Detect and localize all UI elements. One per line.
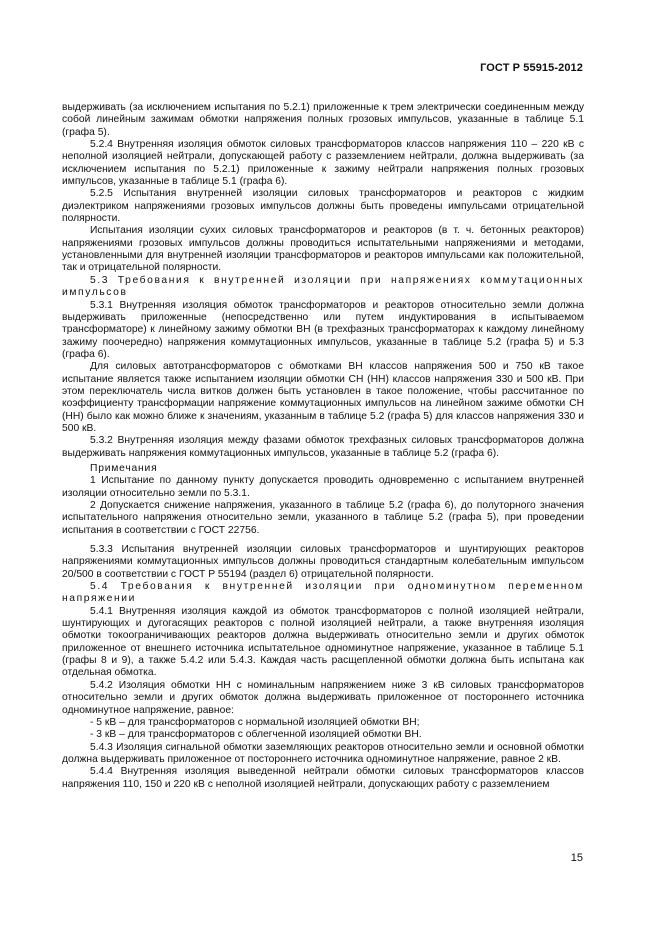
paragraph-p2: 5.2.5 Испытания внутренней изоляции силовых трансформаторов и реакторов с жидким диэлектриком напряжениями грозовых импульсов должны быть проведены импульсами отрицательной полярности. [62, 188, 584, 225]
document-body [62, 102, 584, 791]
paragraph-p0: выдерживать (за исключением испытания по 5.2.1) приложенные к трем электрически соединенным между собой линейным зажимам обмотки напряжения полных грозовых импульсов, указанные в таблице 5.1 (графа 5). [62, 102, 584, 138]
paragraph-p17: 5.4.3 Изоляция сигнальной обмотки заземляющих реакторов относительно земли и основной обмотки должна выдерживать приложенное от постороннего источника одноминутное напряжение, равное 2 кВ. [62, 741, 584, 765]
paragraph-gap [62, 537, 584, 544]
paragraph-p4: 5.3 Требования к внутренней изоляции при напряжениях коммутационных импульсов [62, 274, 584, 299]
paragraph-p8: Примечания [90, 462, 158, 474]
paragraph-p5: 5.3.1 Внутренняя изоляция обмоток трансформаторов и реакторов относительно земли должна выдерживать приложенные (непосредственно или путем индуктирования в испытываемом трансформаторе) к линейному зажиму обмотки ВН (в трехфазных трансформаторах к каждому линейному зажиму поочередно) напряжения коммутационных импульсов, указанные в таблице 5.2 (графа 5) и 5.3 (графа 6). [62, 299, 584, 360]
paragraph-p9: 1 Испытание по данному пункту допускается проводить одновременно с испытанием внутренней изоляции относительно земли по 5.3.1. [62, 475, 584, 499]
document-id-header: ГОСТ Р 55915-2012 [480, 62, 583, 74]
paragraph-p11: 5.3.3 Испытания внутренней изоляции силовых трансформаторов и шунтирующих реакторов напряжениями коммутационных импульсов должны проводиться стандартным колебательным импульсом 20/500 в соответствии с ГОСТ Р 55194 (раздел 6) отрицательной полярности. [62, 544, 584, 580]
paragraph-p6: Для силовых автотрансформаторов с обмотками ВН классов напряжения 500 и 750 кВ такое испытание является также испытанием изоляции обмотки СН (НН) классов напряжения 330 и 500 кВ. При этом переключатель числа витков должен быть установлен в такое положение, чтобы рассчитанное по коэффициенту трансформации напряжение коммутационных импульсов на линейном зажиме обмотки СН (НН) было как можно ближе к значениям, указанным в таблице 5.2 (графа 5) для классов напряжения 330 и 500 кВ. [62, 361, 584, 434]
paragraph-p14: 5.4.2 Изоляция обмотки НН с номинальным напряжением ниже 3 кВ силовых трансформаторов относительно земли и других обмоток должна выдерживать приложенное от постороннего источника одноминутное напряжение, равное: [62, 679, 584, 716]
paragraph-p3: Испытания изоляции сухих силовых трансформаторов и реакторов (в т. ч. бетонных реакторов) напряжениями грозовых импульсов должны проводиться испытательными напряжениями и методами, установленными для внутренней изоляции трансформаторов и реакторов импульсами как положительной, так и отрицательной полярности. [62, 225, 584, 274]
paragraph-p15: - 5 кВ – для трансформаторов с нормальной изоляцией обмотки ВН; [90, 716, 420, 728]
paragraph-p1: 5.2.4 Внутренняя изоляция обмоток силовых трансформаторов классов напряжения 110 – 220 кВ с неполной изоляцией нейтрали, допускающей работу с разземлением нейтрали, должна выдерживать (за исключением испытания по 5.2.1) приложенные к зажиму нейтрали напряжения полных грозовых импульсов, указанные в таблице 5.1 (графа 6). [62, 139, 584, 188]
paragraph-p12: 5.4 Требования к внутренней изоляции при одноминутном переменном напряжении [62, 581, 584, 605]
paragraph-p10: 2 Допускается снижение напряжения, указанного в таблице 5.2 (графа 6), до полуторного значения испытательного напряжения относительно земли, указанного в таблице 5.2 (графа 5), при проведении испытания в соответствии с ГОСТ 22756. [62, 500, 584, 536]
page-number: 15 [570, 852, 583, 864]
paragraph-p18: 5.4.4 Внутренняя изоляция выведенной нейтрали обмотки силовых трансформаторов классов напряжения 110, 150 и 220 кВ с неполной изоляцией нейтрали, допускающих работу с разземлением [62, 766, 584, 790]
paragraph-p16: - 3 кВ – для трансформаторов с облегченной изоляцией обмотки ВН. [90, 729, 422, 741]
paragraph-p7: 5.3.2 Внутренняя изоляция между фазами обмоток трехфазных силовых трансформаторов должна выдерживать напряжения коммутационных импульсов, указанные в таблице 5.2 (графа 6). [62, 435, 584, 459]
paragraph-p13: 5.4.1 Внутренняя изоляция каждой из обмоток трансформаторов с полной изоляцией нейтрали, шунтирующих и дугогасящих реакторов с полной изоляцией нейтрали, а также внутренняя изоляция обмотки токоограничивающих реакторов должна выдерживать относительно земли и других обмоток приложенное от внешнего источника испытательное одноминутное напряжение, указанное в таблице 5.1 (графы 8 и 9), а также 5.4.2 или 5.4.3. Каждая часть расщепленной обмотки должна быть испытана как отдельная обмотка. [62, 605, 584, 679]
